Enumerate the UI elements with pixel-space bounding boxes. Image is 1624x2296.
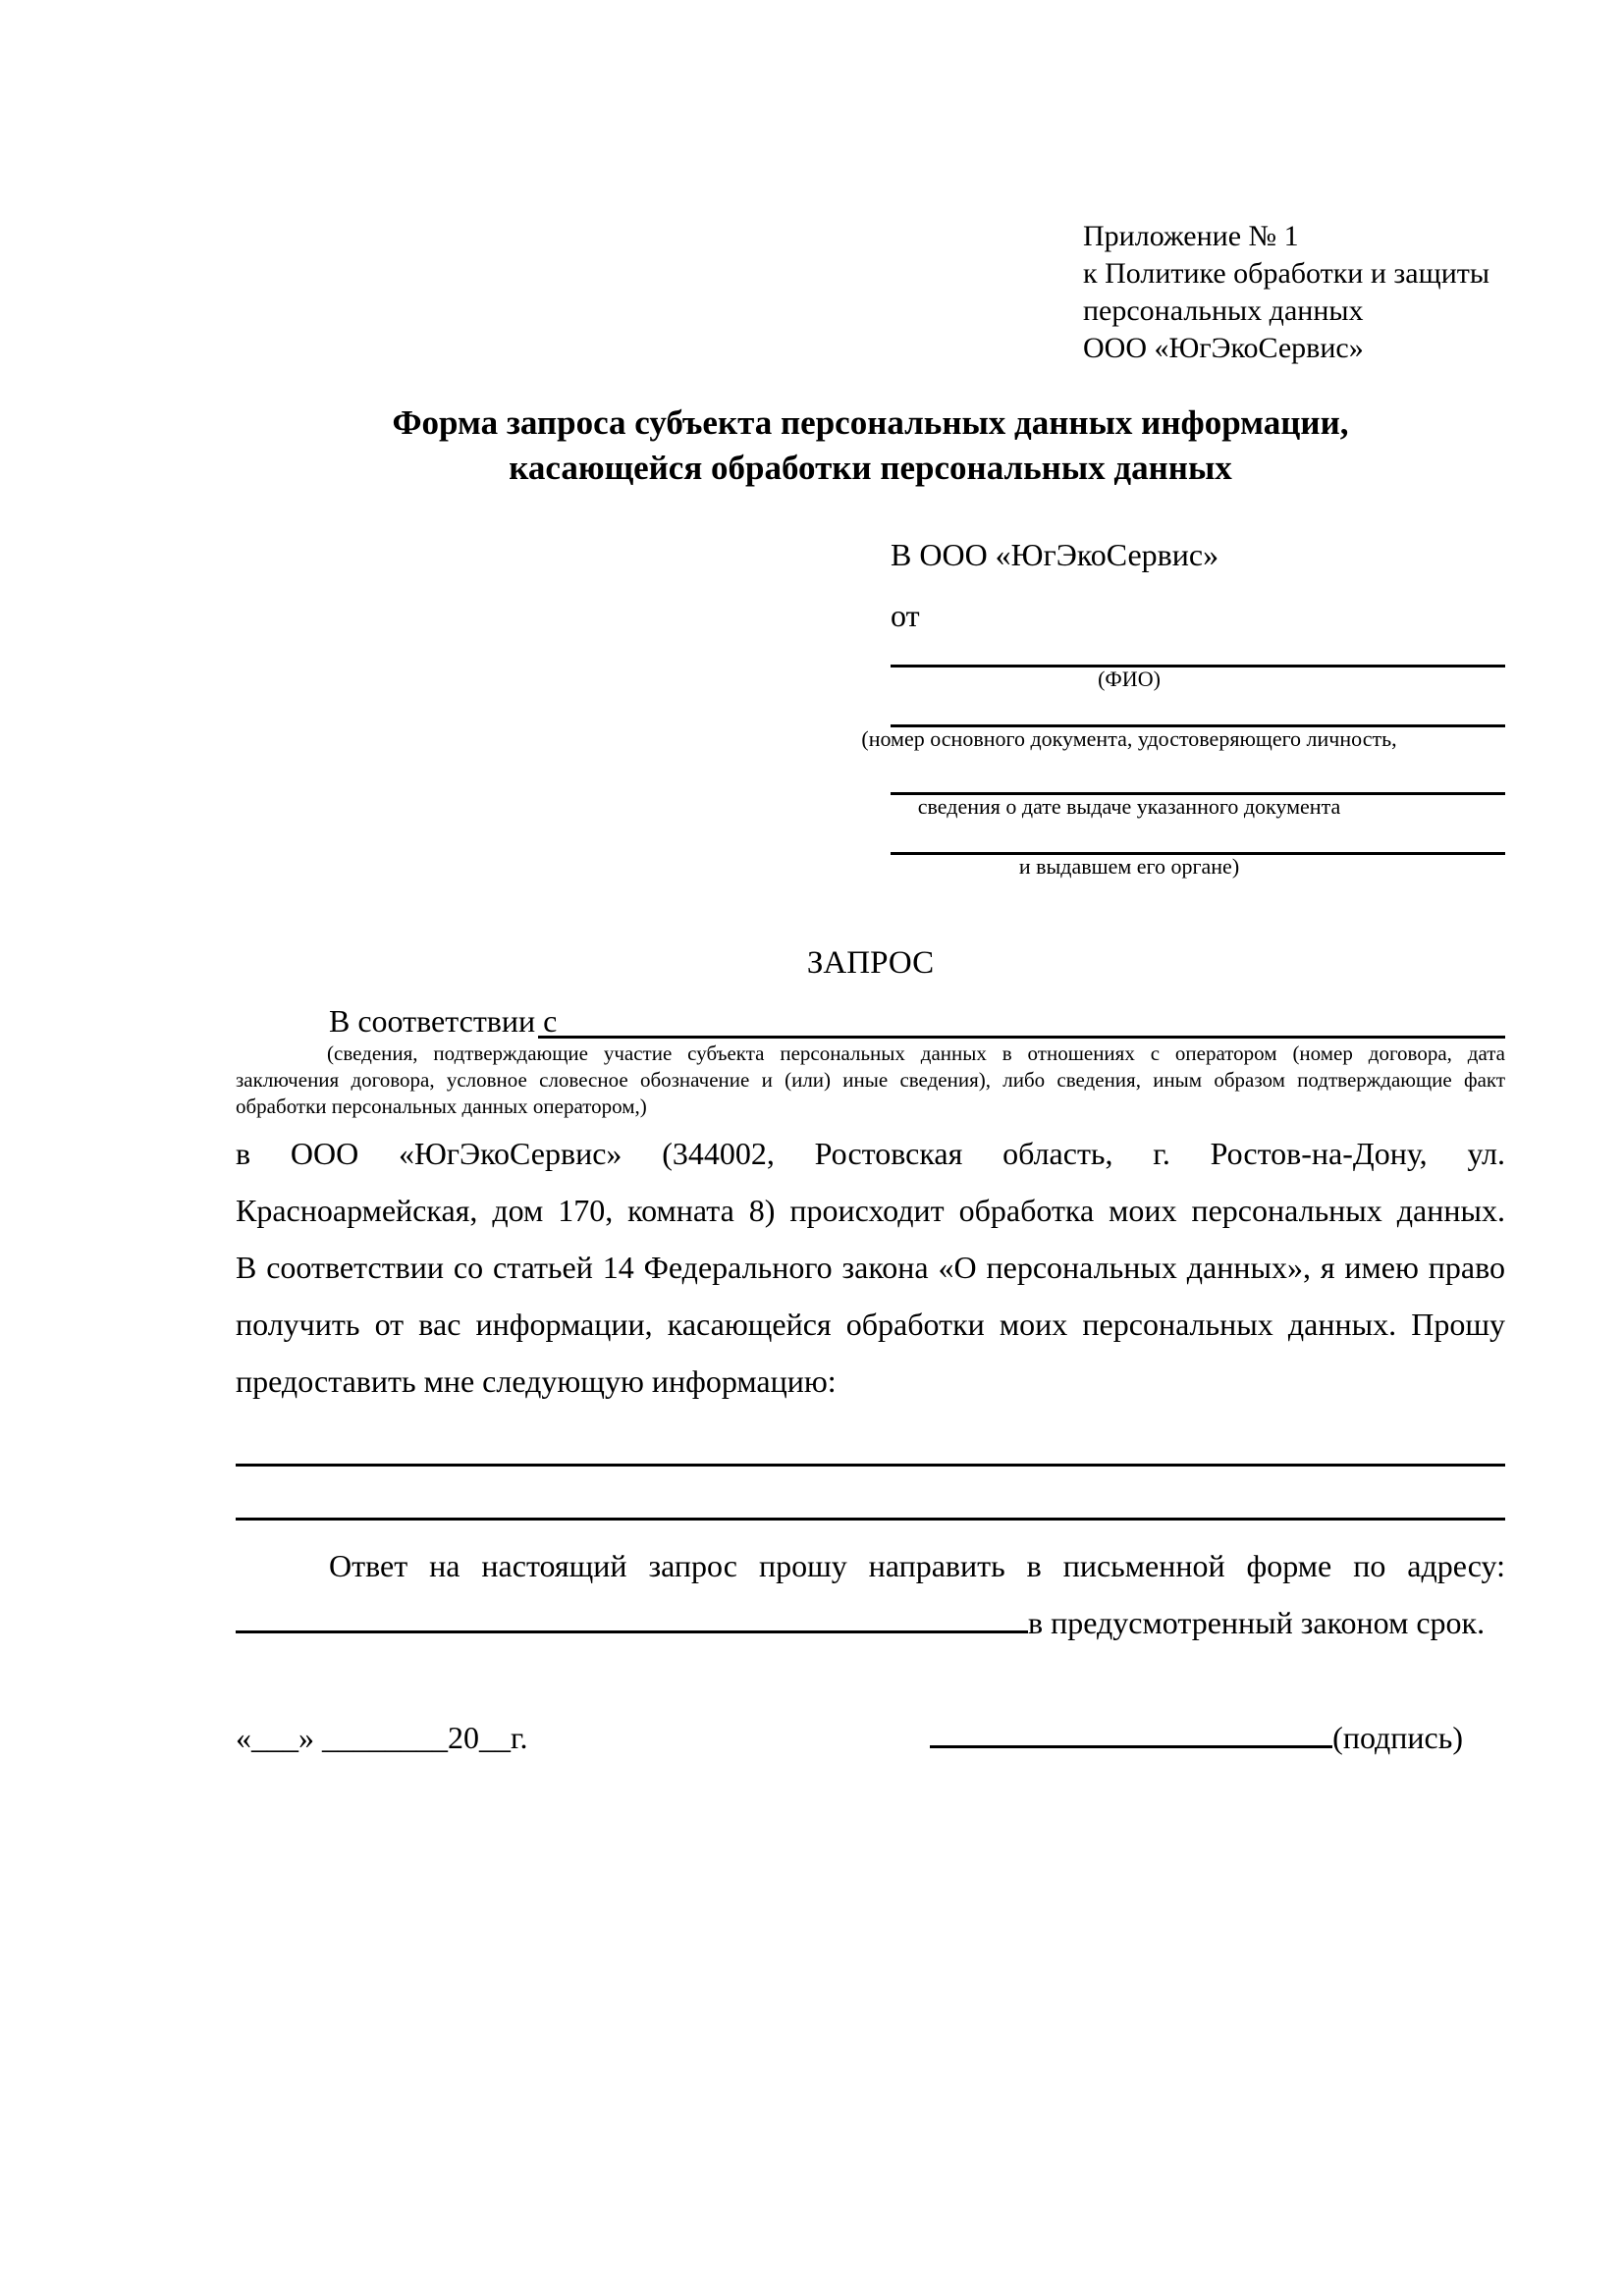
answer-tail-text: в предусмотренный законом срок. — [1028, 1605, 1486, 1640]
signature-blank-line[interactable] — [930, 1745, 1332, 1748]
small-print-note — [236, 1041, 1505, 1120]
appendix-block — [1083, 218, 1489, 367]
info-blank-line-1[interactable] — [236, 1410, 1505, 1467]
appendix-line-4: ООО «ЮгЭкоСервис» — [1083, 332, 1364, 364]
small-print-line-2: заключения договора, условное словесное обозначение и (или) иные сведения), либо сведения, иным образом подтверждающие факт — [236, 1068, 1505, 1092]
footer-row — [236, 1716, 1505, 1760]
appendix-line-3: персональных данных — [1083, 294, 1364, 327]
document-number-blank-line[interactable] — [891, 691, 1505, 727]
signature-group — [930, 1716, 1463, 1760]
body-paragraph — [236, 1125, 1505, 1410]
small-print-line-1: (сведения, подтверждающие участие субъекта персональных данных в отношениях с оператором (номер договора, дата — [327, 1041, 1505, 1065]
document-title-line-1: Форма запроса субъекта персональных данных информации, — [392, 403, 1349, 442]
body-line-5: предоставить мне следующую информацию: — [236, 1363, 837, 1399]
date-field[interactable]: «___» ________20__г. — [236, 1720, 528, 1755]
intro-paragraph — [236, 1001, 1505, 1042]
issuing-authority-blank-line[interactable] — [891, 819, 1505, 855]
answer-line-1: Ответ на настоящий запрос прошу направить в письменной форме по адресу: — [329, 1548, 1505, 1583]
fio-blank-line[interactable] — [891, 635, 1505, 667]
body-line-2: Красноармейская, дом 170, комната 8) происходит обработка моих персональных данных. — [236, 1193, 1505, 1228]
requested-info-blanks — [236, 1410, 1505, 1521]
info-blank-line-2[interactable] — [236, 1467, 1505, 1521]
answer-paragraph — [236, 1537, 1505, 1651]
fio-caption: (ФИО) — [1098, 667, 1161, 691]
body-line-1: в ООО «ЮгЭкоСервис» (344002, Ростовская область, г. Ростов-на-Дону, ул. — [236, 1136, 1505, 1171]
appendix-line-2: к Политике обработки и защиты — [1083, 257, 1490, 290]
issue-date-caption: сведения о дате выдаче указанного документа — [917, 794, 1341, 819]
request-heading: ЗАПРОС — [806, 945, 935, 981]
appendix-line-1: Приложение № 1 — [1083, 220, 1299, 252]
body-line-3: В соответствии со статьей 14 Федерального закона «О персональных данных», я имею право — [236, 1250, 1505, 1285]
intro-lead-text: В соответствии с — [329, 1003, 558, 1039]
document-title — [236, 400, 1505, 491]
addressee-block — [861, 535, 1505, 879]
address-blank-line[interactable] — [236, 1630, 1028, 1633]
document-number-caption: (номер основного документа, удостоверяющего личность, — [861, 726, 1397, 751]
addressee-from-label: от — [891, 598, 920, 633]
small-print-line-3: обработки персональных данных оператором,) — [236, 1095, 647, 1118]
addressee-to: В ООО «ЮгЭкоСервис» — [891, 537, 1219, 572]
document-title-line-2: касающейся обработки персональных данных — [509, 449, 1232, 487]
issue-date-blank-line[interactable] — [891, 751, 1505, 795]
signature-caption: (подпись) — [1332, 1720, 1463, 1755]
answer-line-2 — [236, 1594, 1505, 1651]
issuing-authority-caption: и выдавшем его органе) — [1018, 854, 1240, 879]
agreement-basis-blank-line[interactable] — [538, 1036, 1505, 1039]
body-line-4: получить от вас информации, касающейся обработки моих персональных данных. Прошу — [236, 1307, 1505, 1342]
